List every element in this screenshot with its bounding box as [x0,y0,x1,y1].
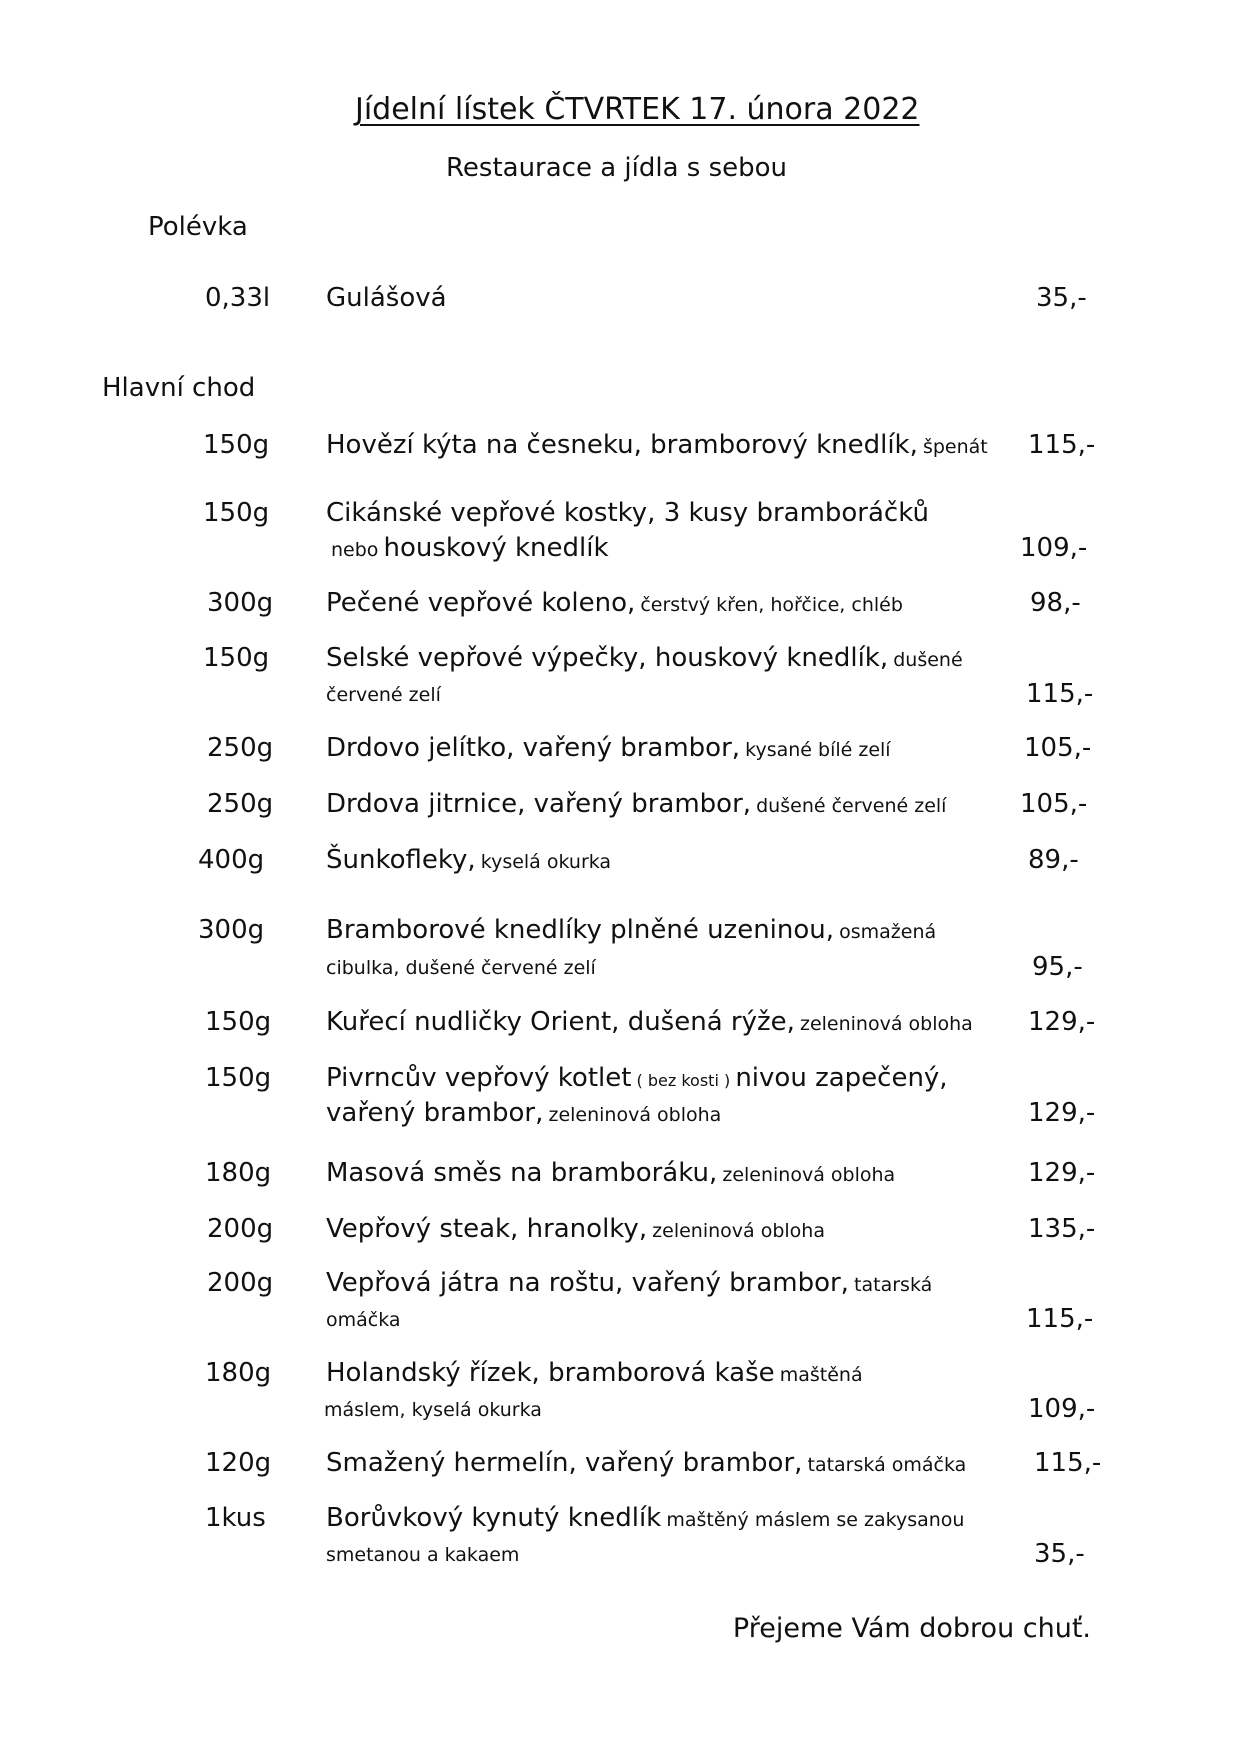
item-side-cont: máslem, kyselá okurka [324,1399,542,1421]
section-heading-soup: Polévka [148,212,248,242]
item-name: Hovězí kýta na česneku, bramborový knedlík, [326,430,918,460]
item-side: čerstvý křen, hořčice, chléb [640,594,903,616]
closing-wish: Přejeme Vám dobrou chuť. [732,1613,1091,1644]
item-line [326,643,963,673]
item-line [326,733,891,763]
item-side: tatarská omáčka [807,1454,967,1476]
item-line [326,915,936,945]
item-weight: 300g [198,915,265,945]
item-weight: 200g [207,1214,274,1244]
item-weight: 150g [205,1007,272,1037]
item-line [331,533,609,563]
item-name: Vepřová játra na roštu, vařený brambor, [326,1268,849,1298]
item-weight: 150g [205,1063,272,1093]
item-side: maštěný máslem se zakysanou [666,1509,965,1531]
item-name: Holandský řízek, bramborová kaše [326,1358,775,1388]
item-line [326,1214,825,1244]
page-title: Jídelní lístek ČTVRTEK 17. února 2022 [355,92,920,127]
item-name: Kuřecí nudličky Orient, dušená rýže, [326,1007,795,1037]
item-side: maštěná [779,1364,863,1386]
item-price: 109,- [1020,533,1088,563]
item-price: 135,- [1028,1214,1096,1244]
item-weight: 400g [198,845,265,875]
item-price: 129,- [1028,1158,1096,1188]
item-line [326,430,988,460]
item-line [326,1098,721,1128]
item-line [326,1448,966,1478]
item-name: Drdovo jelítko, vařený brambor, [326,733,741,763]
item-name: Masová směs na bramboráku, [326,1158,718,1188]
item-name: Selské vepřové výpečky, houskový knedlík, [326,643,889,673]
item-name: Šunkofleky, [326,845,476,875]
item-weight: 0,33l [205,283,271,313]
item-side: kysané bílé zelí [745,739,891,761]
item-name-cont: nivou zapečený, [735,1063,948,1093]
item-weight: 150g [203,643,270,673]
item-side: zeleninová obloha [722,1164,896,1186]
item-name: Cikánské vepřové kostky, 3 kusy bramboráčků [326,498,929,528]
item-side: dušené [893,649,963,671]
item-line [326,1158,895,1188]
item-name: Borůvkový kynutý knedlík [326,1503,662,1533]
item-line [326,1503,964,1533]
item-price: 98,- [1030,588,1081,618]
item-side: zeleninová obloha [799,1013,973,1035]
item-line [326,1268,932,1298]
item-line [326,845,611,875]
item-name: Vepřový steak, hranolky, [326,1214,648,1244]
item-price: 89,- [1028,845,1079,875]
item-price: 105,- [1024,733,1092,763]
item-name: Gulášová [326,283,447,313]
item-side: kyselá okurka [480,851,612,873]
item-line [326,588,903,618]
item-weight: 180g [205,1158,272,1188]
item-side: tatarská [854,1274,933,1296]
item-side: osmažená [839,921,937,943]
item-price: 105,- [1020,789,1088,819]
item-name: Drdova jitrnice, vařený brambor, [326,789,752,819]
item-weight: 300g [207,588,274,618]
item-name: Pivrncův vepřový kotlet [326,1063,632,1093]
item-price: 115,- [1034,1448,1102,1478]
item-weight: 180g [205,1358,272,1388]
item-name-cont: houskový knedlík [383,533,609,563]
item-price: 129,- [1028,1007,1096,1037]
item-side-cont: červené zelí [326,684,441,706]
item-weight: 200g [207,1268,274,1298]
item-price: 95,- [1032,952,1083,982]
item-side: nebo [331,539,379,561]
item-name-cont: vařený brambor, [326,1098,544,1128]
item-price: 35,- [1034,1539,1085,1569]
item-side-cont: omáčka [326,1309,401,1331]
item-side: zeleninová obloha [652,1220,825,1242]
item-side: dušené červené zelí [756,795,947,817]
item-side: špenát [922,436,988,458]
item-name: Smažený hermelín, vařený brambor, [326,1448,803,1478]
item-price: 35,- [1036,283,1087,313]
item-line [326,1063,948,1093]
item-price: 115,- [1026,1304,1094,1334]
item-side: zeleninová obloha [548,1104,722,1126]
item-price: 129,- [1028,1098,1096,1128]
item-line [326,789,946,819]
item-weight: 250g [207,789,274,819]
item-weight: 120g [205,1448,272,1478]
item-line [326,1007,973,1037]
item-weight: 150g [203,430,270,460]
item-name: Bramborové knedlíky plněné uzeninou, [326,915,835,945]
item-weight: 1kus [205,1503,266,1533]
section-heading-main: Hlavní chod [102,373,256,403]
page-subtitle: Restaurace a jídla s sebou [446,153,788,183]
item-note: ( bez kosti ) [636,1071,731,1090]
item-weight: 250g [207,733,274,763]
item-price: 115,- [1026,679,1094,709]
item-line [326,1358,863,1388]
item-price: 109,- [1028,1394,1096,1424]
item-side-cont: cibulka, dušené červené zelí [326,957,596,979]
item-weight: 150g [203,498,270,528]
item-name: Pečené vepřové koleno, [326,588,636,618]
item-side-cont: smetanou a kakaem [326,1544,520,1566]
item-price: 115,- [1028,430,1096,460]
